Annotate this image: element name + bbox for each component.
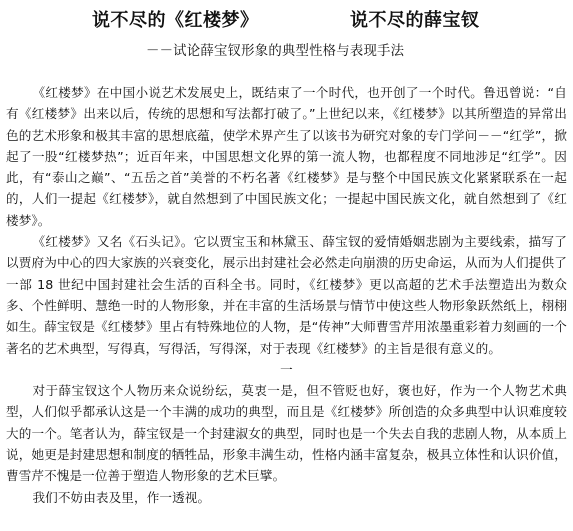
paragraph-4: 我们不妨由表及里，作一透视。 <box>32 489 211 505</box>
subtitle: －－试论薛宝钗形象的典型性格与表现手法 <box>146 44 405 59</box>
paragraph-1: 《红楼梦》在中国小说艺术发展史上，既结束了一个时代，也开创了一个时代。鲁迅曾说：“自有《红楼梦》出来以后，传统的思想和写法都打破了。”上世纪以来，《红楼梦》以其所塑造的异常出色的艺术形象和极其丰富的思想底蕴，使学术界产生了以该书为研究对象的专门学问－－“红学”，掀起了一股“红楼梦热”；近百年来，中国思想文化界的第一流人物，也都程度不同地涉足“红学”。因此，有“泰山之巅”、“五岳之首”美誉的不朽名著《红楼梦》是与整个中国民族文化紧紧联系在一起的，人们一提起《红楼梦》，就自然想到了中国民族文化；一提起中国民族文化，就自然想到了《红楼梦》。 <box>6 85 567 228</box>
main-title: 说不尽的《红楼梦》 <box>92 10 259 31</box>
secondary-title: 说不尽的薛宝钗 <box>350 10 480 31</box>
paragraph-3: 对于薛宝钗这个人物历来众说纷纭，莫衷一是，但不管贬也好，褒也好，作为一个人物艺术典型，人们似乎都承认这是一个丰满的成功的典型，而且是《红楼梦》所创造的众多典型中认识难度较大的一个。笔者认为，薛宝钗是一个封建淑女的典型，同时也是一个失去自我的悲剧人物，从本质上说，她更是封建思想和制度的牺牲品，形象丰满生动，性格内涵丰富复杂，极具立体性和认识价值，曹雪芹不愧是一位善于塑造人物形象的艺术巨擘。 <box>6 383 567 484</box>
title-row <box>0 6 573 32</box>
article-body <box>6 82 567 508</box>
section-number: 一 <box>280 361 293 377</box>
paragraph-2: 《红楼梦》又名《石头记》。它以贾宝玉和林黛玉、薛宝钗的爱情婚姻悲剧为主要线索，描写了以贾府为中心的四大家族的兴衰变化，展示出封建社会必然走向崩溃的历史命运，从而为人们提供了一部 18 世纪中国封建社会生活的百科全书。同时，《红楼梦》更以高超的艺术手法塑造出为数众多、个性鲜明、慧绝一时的人物形象，并在丰富的生活场景与情节中使这些人物形象跃然纸上，栩栩如生。薛宝钗是《红楼梦》里占有特殊地位的人物，是“传神”大师曹雪芹用浓墨重彩着力刻画的一个著名的艺术典型，写得真，写得活，写得深，对于表现《红楼梦》的主旨是很有意义的。 <box>6 234 567 356</box>
